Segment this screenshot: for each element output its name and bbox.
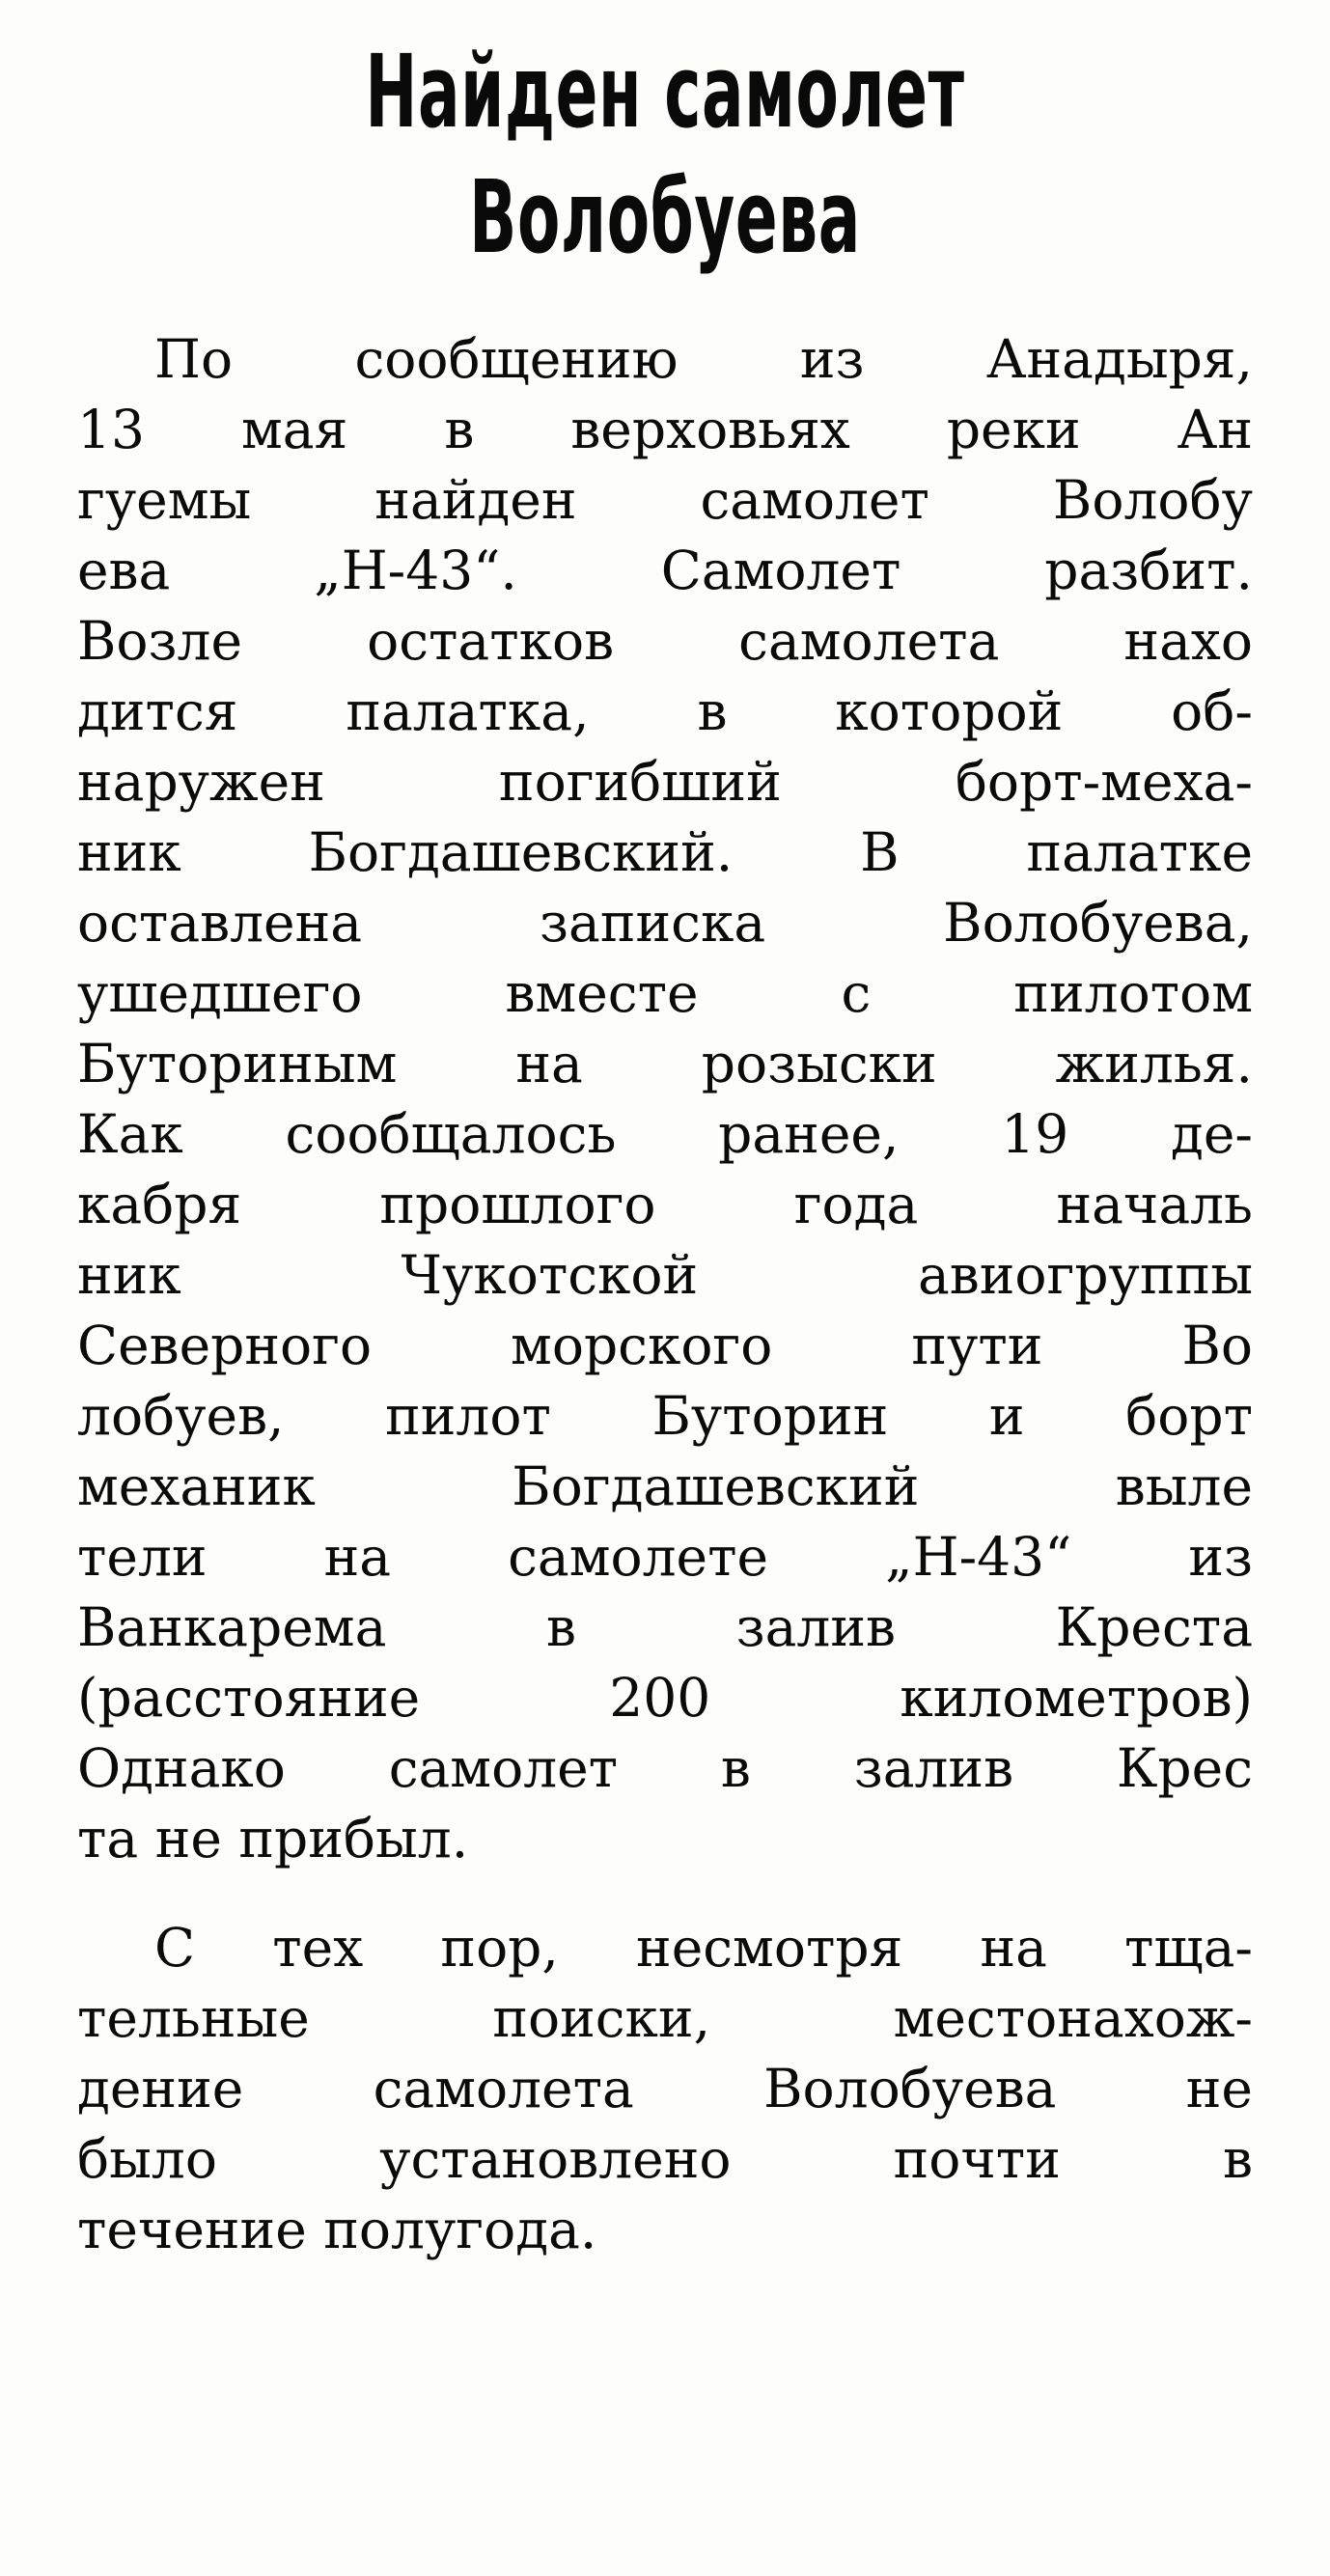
text-line: ник Чукотской авиогруппы: [77, 1244, 1253, 1306]
text-line: лобуев, пилот Буторин и борт: [77, 1385, 1253, 1447]
paragraph-2: [77, 1913, 1253, 2265]
article-body: [77, 324, 1253, 2265]
text-line: Однако самолет в залив Крес: [77, 1737, 1253, 1799]
text-line: Северного морского пути Во: [77, 1315, 1253, 1376]
text-line: тельные поиски, местонахож-: [77, 1987, 1253, 2049]
paragraph-gap: [77, 1874, 1253, 1913]
paragraph-1: [77, 324, 1253, 1874]
text-line: было установлено почти в: [77, 2128, 1253, 2190]
text-line: Ванкарема в залив Креста: [77, 1596, 1253, 1658]
text-line: По сообщению из Анадыря,: [154, 328, 1253, 390]
text-line: дение самолета Волобуева не: [77, 2058, 1253, 2119]
headline-line-1: Найден самолет: [365, 33, 965, 151]
text-line: тели на самолете „Н-43“ из: [77, 1526, 1253, 1588]
text-line: та не прибыл.: [77, 1808, 469, 1870]
headline-line-2: Волобуева: [469, 158, 861, 276]
text-line: кабря прошлого года началь: [77, 1174, 1253, 1235]
text-line: наружен погибший борт-меха-: [77, 751, 1253, 813]
text-line: ник Богдашевский. В палатке: [77, 821, 1253, 883]
text-line: ушедшего вместе с пилотом: [77, 962, 1253, 1024]
text-line: Возле остатков самолета нахо: [77, 610, 1253, 672]
text-line: (расстояние 200 километров): [77, 1667, 1253, 1729]
text-line: течение полугода.: [77, 2199, 597, 2260]
text-line: С тех пор, несмотря на тща-: [154, 1917, 1253, 1979]
text-line: Как сообщалось ранее, 19 де-: [77, 1103, 1253, 1165]
text-line: гуемы найден самолет Волобу: [77, 469, 1253, 531]
text-line: 13 мая в верховьях реки Ан: [77, 399, 1253, 460]
text-line: оставлена записка Волобуева,: [77, 892, 1253, 954]
text-line: Буториным на розыски жилья.: [77, 1033, 1253, 1094]
text-line: механик Богдашевский выле: [77, 1455, 1253, 1517]
text-line: дится палатка, в которой об-: [77, 680, 1253, 742]
text-line: ева „Н-43“. Самолет разбит.: [77, 540, 1253, 601]
